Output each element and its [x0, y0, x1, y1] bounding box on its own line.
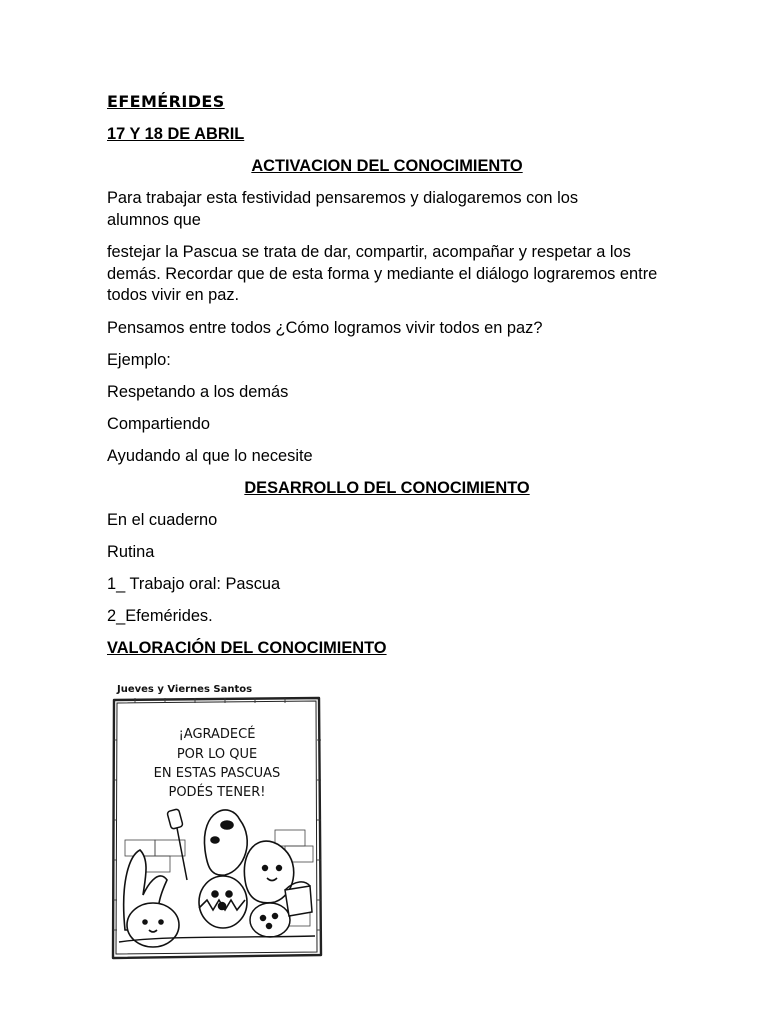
section-desarrollo-title: DESARROLLO DEL CONOCIMIENTO — [244, 479, 530, 497]
example-item: Respetando a los demás — [107, 383, 289, 401]
paragraph-cuaderno: En el cuaderno — [107, 511, 218, 529]
paragraph-intro: Para trabajar esta festividad pensaremos y dialogaremos con los alumnos que — [107, 189, 579, 229]
paragraph-rutina: Rutina — [107, 543, 155, 561]
bunny-drawing — [124, 850, 179, 947]
paragraph-pascua: festejar la Pascua se trata de dar, compartir, acompañar y respetar a los demás. Recordar que de esta forma y mediante el diálogo lograremos entre todos vivir en paz. — [107, 243, 658, 304]
message-line: POR LO QUE — [176, 747, 258, 762]
figure-caption: Jueves y Viernes Santos — [117, 684, 253, 695]
example-item: Ayudando al que lo necesite — [107, 447, 313, 465]
message-line: EN ESTAS PASCUAS — [153, 766, 281, 781]
example-item: Compartiendo — [107, 415, 210, 433]
list-item: 2_Efemérides. — [107, 607, 213, 625]
document-date: 17 Y 18 DE ABRIL — [107, 125, 245, 143]
document-title: EFEMÉRIDES — [107, 92, 225, 111]
paragraph-example-label: Ejemplo: — [107, 351, 171, 369]
paragraph-question: Pensamos entre todos ¿Cómo logramos vivir todos en paz? — [107, 319, 543, 337]
section-activacion-title: ACTIVACION DEL CONOCIMIENTO — [251, 157, 523, 175]
easter-illustration-drawing — [105, 680, 325, 962]
egg-character-drawing — [204, 810, 247, 875]
easter-illustration — [105, 680, 325, 962]
list-item: 1_ Trabajo oral: Pascua — [107, 575, 281, 593]
message-line: ¡AGRADECÉ — [178, 727, 256, 742]
section-valoracion-title: VALORACIÓN DEL CONOCIMIENTO — [107, 639, 387, 657]
message-line: PODÉS TENER! — [168, 785, 266, 800]
